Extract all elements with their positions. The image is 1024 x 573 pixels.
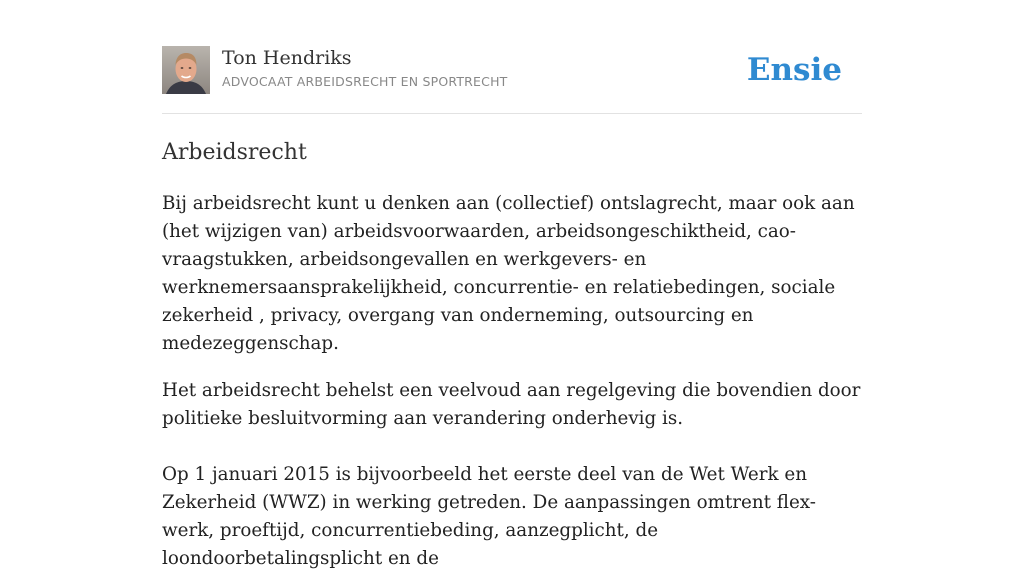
author-portrait-icon xyxy=(162,46,210,94)
article-paragraph: Bij arbeidsrecht kunt u denken aan (collectief) ontslagrecht, maar ook aan (het wijzigen van) arbeidsvoorwaarden, arbeidsongeschiktheid, cao-vraagstukken, arbeidsongevallen en werkgevers- en werknemersaansprakelijkheid, concurrentie- en relatiebedingen, sociale zekerheid , privacy, overgang van onderneming, outsourcing en medezeggenschap. xyxy=(162,193,855,354)
article-paragraph: Het arbeidsrecht behelst een veelvoud aan regelgeving die bovendien door politieke besluitvorming aan verandering onderhevig is. xyxy=(162,380,861,429)
author-avatar[interactable] xyxy=(162,46,210,94)
ensie-logo[interactable]: Ensie xyxy=(746,52,842,88)
author-role: ADVOCAAT ARBEIDSRECHT EN SPORTRECHT xyxy=(222,74,508,89)
article-body xyxy=(162,190,862,573)
article-paragraph: Op 1 januari 2015 is bijvoorbeeld het eerste deel van de Wet Werk en Zekerheid (WWZ) in werking getreden. De aanpassingen omtrent flex-werk, proeftijd, concurrentiebeding, aanzegplicht, de loondoorbetalingsplicht en de xyxy=(162,464,816,569)
article-page xyxy=(162,0,862,569)
article-header xyxy=(162,0,862,114)
author-name[interactable]: Ton Hendriks xyxy=(222,47,352,69)
article-title: Arbeidsrecht xyxy=(162,140,307,165)
